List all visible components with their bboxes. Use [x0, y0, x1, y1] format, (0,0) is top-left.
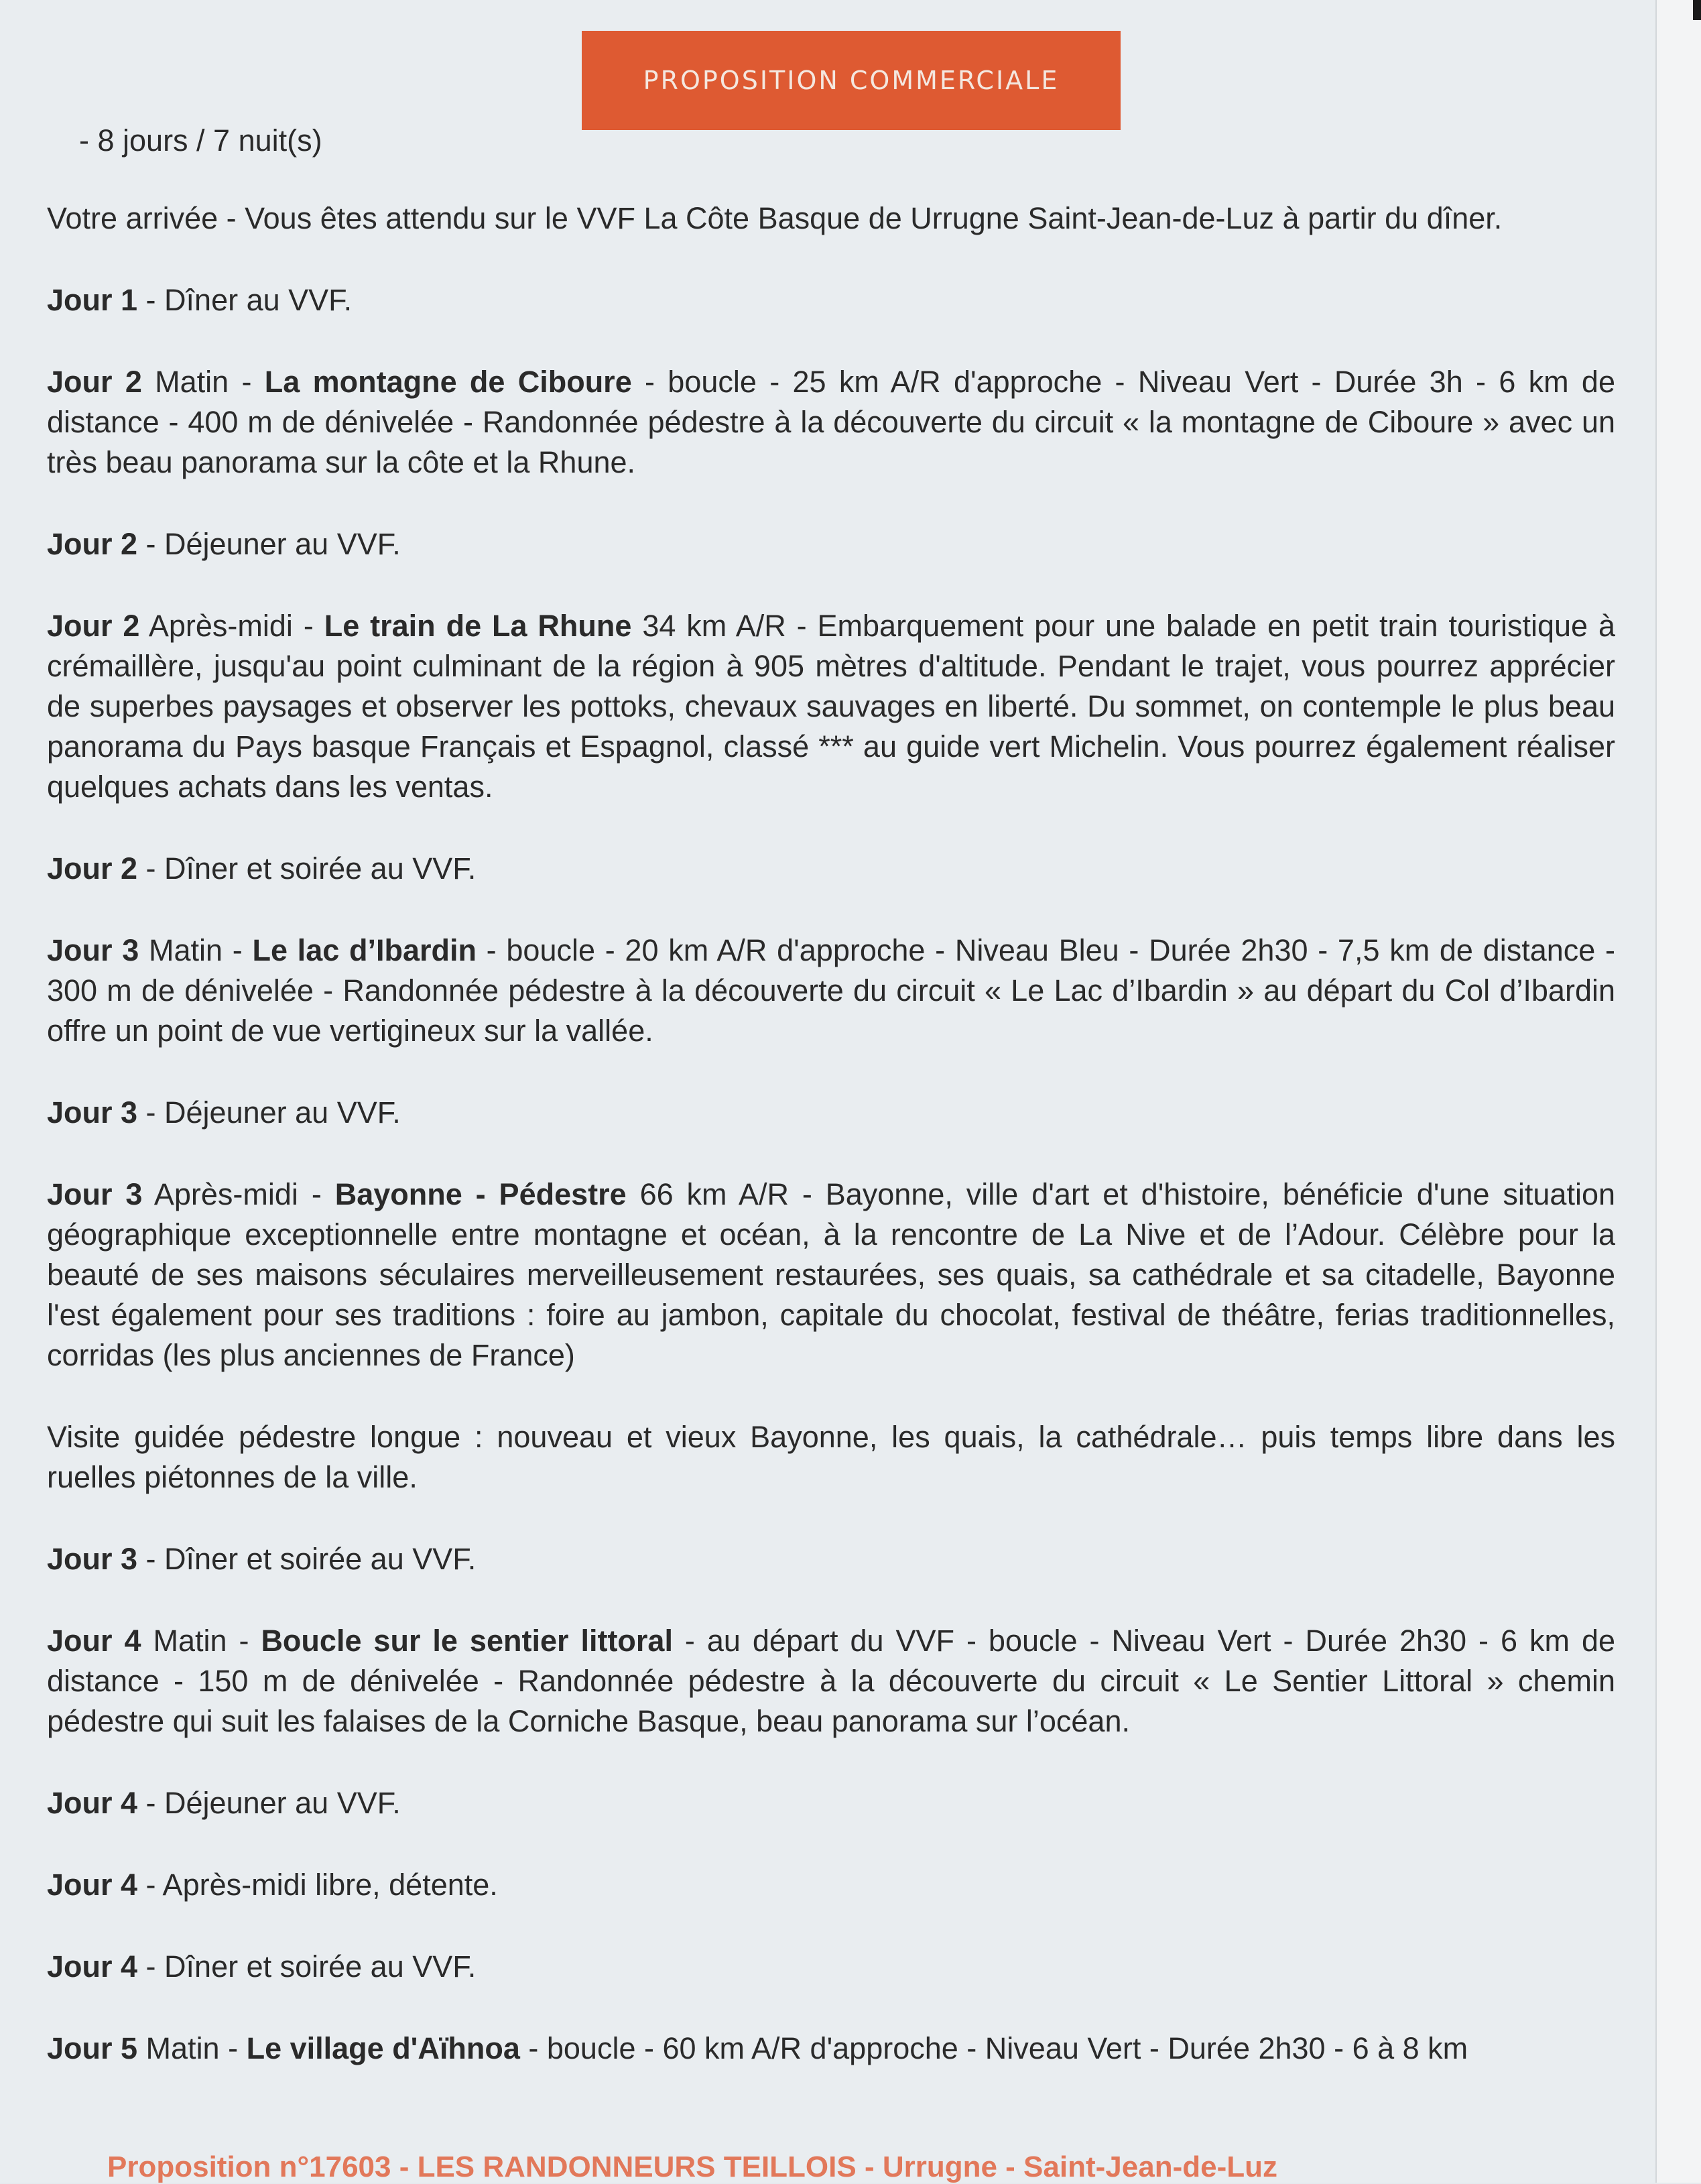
period-label: Matin -	[141, 1624, 261, 1658]
page-edge	[1655, 0, 1701, 2183]
activity-description: 66 km A/R - Bayonne, ville d'art et d'histoire, bénéficie d'une situation géographique exceptionnelle entre montagne et océan, à la rencontre de La Nive et de l’Adour. Célèbre pour la beauté de ses maisons séculaires merveilleusement restaurées, ses quais, sa cathédrale et sa citadelle, Bayonne l'est également pour ses traditions : foire au jambon, capitale du chocolat, festival de théâtre, ferias traditionnelles, corridas (les plus anciennes de France)	[47, 1177, 1616, 1372]
activity-description: - boucle - 60 km A/R d'approche - Niveau Vert - Durée 2h30 - 6 à 8 km	[519, 2031, 1468, 2065]
day-label: Jour 3	[47, 1542, 138, 1576]
activity-description: - Après-midi libre, détente.	[137, 1868, 498, 1902]
itinerary-entry	[47, 1621, 1615, 1742]
itinerary-entry	[47, 1783, 1615, 1823]
itinerary-entry	[47, 524, 1615, 564]
activity-description: - au départ du VVF - boucle - Niveau Vert - Durée 2h30 - 6 km de distance - 150 m de dénivelée - Randonnée pédestre à la découverte du circuit « Le Sentier Littoral » chemin pédestre qui suit les falaises de la Corniche Basque, beau panorama sur l’océan.	[47, 1624, 1615, 1738]
activity-description: 34 km A/R - Embarquement pour une balade en petit train touristique à crémaillère, jusqu'au point culminant de la région à 905 mètres d'altitude. Pendant le trajet, vous pourrez apprécier de superbes paysages et observer les pottoks, chevaux sauvages en liberté. Du sommet, on contemple le plus beau panorama du Pays basque Français et Espagnol, classé *** au guide vert Michelin. Vous pourrez également réaliser quelques achats dans les ventas.	[47, 609, 1616, 804]
day-label: Jour 5	[47, 2031, 138, 2065]
itinerary-entry	[47, 606, 1615, 807]
day-label: Jour 4	[47, 1949, 138, 1984]
activity-title: Le lac d’Ibardin	[252, 933, 477, 967]
stay-duration: - 8 jours / 7 nuit(s)	[79, 123, 322, 158]
activity-title: Bayonne - Pédestre	[334, 1177, 627, 1211]
day-label: Jour 3	[47, 1177, 143, 1211]
itinerary-entry	[47, 1539, 1615, 1579]
activity-description: - Dîner et soirée au VVF.	[137, 851, 477, 886]
activity-description: - Déjeuner au VVF.	[137, 1786, 401, 1820]
period-label: Après-midi -	[142, 1177, 335, 1211]
itinerary-entry	[47, 2028, 1615, 2069]
day-label: Jour 2	[47, 609, 140, 643]
itinerary-entry	[47, 849, 1615, 889]
activity-title: Le village d'Aïhnoa	[246, 2031, 520, 2065]
arrival-paragraph: Votre arrivée - Vous êtes attendu sur le VVF La Côte Basque de Urrugne Saint-Jean-de-Luz à partir du dîner.	[47, 201, 1503, 235]
day-label: Jour 4	[47, 1786, 138, 1820]
activity-title: Le train de La Rhune	[324, 609, 632, 643]
activity-description: - Déjeuner au VVF.	[137, 1095, 401, 1130]
day-label: Jour 2	[47, 851, 138, 886]
activity-description: - boucle - 25 km A/R d'approche - Niveau Vert - Durée 3h - 6 km de distance - 400 m de dénivelée - Randonnée pédestre à la découverte du circuit « la montagne de Ciboure » avec un très beau panorama sur la côte et la Rhune.	[47, 365, 1615, 479]
period-label: Matin -	[141, 365, 265, 399]
activity-description: Visite guidée pédestre longue : nouveau et vieux Bayonne, les quais, la cathédrale… puis temps libre dans les ruelles piétonnes de la ville.	[47, 1420, 1615, 1494]
itinerary-entries	[47, 280, 1615, 2069]
itinerary-entry	[47, 930, 1615, 1051]
activity-description: - Déjeuner au VVF.	[137, 527, 401, 561]
day-label: Jour 2	[47, 365, 142, 399]
period-label: Après-midi -	[139, 609, 324, 643]
day-label: Jour 4	[47, 1624, 141, 1658]
footer-reference: Proposition n°17603 - LES RANDONNEURS TEILLOIS - Urrugne - Saint-Jean-de-Luz	[107, 2150, 1277, 2183]
day-label: Jour 3	[47, 933, 139, 967]
period-label: Matin -	[137, 2031, 247, 2065]
day-label: Jour 3	[47, 1095, 138, 1130]
activity-title: Boucle sur le sentier littoral	[261, 1624, 673, 1658]
itinerary-body	[47, 121, 1615, 2110]
itinerary-entry	[47, 1947, 1615, 1987]
itinerary-entry	[47, 280, 1615, 320]
activity-description: - Dîner et soirée au VVF.	[137, 1949, 477, 1984]
itinerary-entry	[47, 362, 1615, 483]
itinerary-entry	[47, 1865, 1615, 1905]
activity-title: La montagne de Ciboure	[264, 365, 632, 399]
day-label: Jour 4	[47, 1868, 138, 1902]
period-label: Matin -	[139, 933, 253, 967]
day-label: Jour 2	[47, 527, 138, 561]
activity-description: - Dîner et soirée au VVF.	[137, 1542, 477, 1576]
proposition-banner: PROPOSITION COMMERCIALE	[582, 31, 1121, 130]
day-label: Jour 1	[47, 283, 138, 317]
itinerary-entry	[47, 1093, 1615, 1133]
activity-description: - Dîner au VVF.	[137, 283, 353, 317]
activity-description: - boucle - 20 km A/R d'approche - Niveau Bleu - Durée 2h30 - 7,5 km de distance - 300 m de dénivelée - Randonnée pédestre à la découverte du circuit « Le Lac d’Ibardin » au départ du Col d’Ibardin offre un point de vue vertigineux sur la vallée.	[47, 933, 1615, 1048]
itinerary-entry	[47, 1417, 1615, 1498]
itinerary-entry	[47, 1174, 1615, 1376]
